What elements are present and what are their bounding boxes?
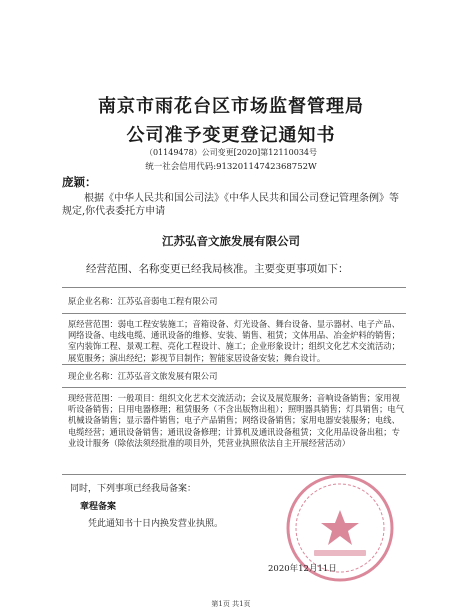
- issue-date: 2020年12月11日: [268, 564, 337, 574]
- old-name-row: [68, 296, 406, 307]
- new-scope-row: [68, 393, 406, 449]
- new-scope-label: 现经营范围：: [68, 393, 118, 403]
- separator: [62, 364, 406, 365]
- issuer-title: 南京市雨花台区市场监督管理局: [98, 96, 364, 117]
- separator: [62, 287, 406, 288]
- recipient-name: 庞颖：: [62, 175, 97, 189]
- new-name-value: 江苏弘音文旅发展有限公司: [117, 371, 218, 381]
- seal-star-icon: [321, 510, 359, 545]
- new-scope-value: 一般项目：组织文化艺术交流活动；会议及展览服务；音响设备销售；家用视听设备销售；日用电器修理；租赁服务（不含出版物出租）；照明器具销售；灯具销售；电气机械设备销售；显示器件销售；电子产品销售；网络设备销售；家用电器安装服务；电线、电缆经营；通讯设备销售；通讯设备修理；计算机及通讯设备租赁；文化用品设备出租；专业设计服务（除依法须经批准的项目外，凭营业执照依法自主开展经营活动）: [68, 393, 405, 448]
- document-number: （01149478）公司变更[2020]第12110034号: [144, 148, 318, 157]
- seal-band: [314, 550, 366, 556]
- credit-code: 统一社会信用代码:91320114742368752W: [145, 162, 317, 172]
- filing-statement: 同时，下列事项已经我局备案：: [70, 484, 197, 494]
- old-name-label: 原企业名称：: [68, 296, 118, 306]
- old-scope-label: 原经营范围：: [68, 319, 118, 329]
- page-footer: 第1页 共1页: [211, 600, 251, 608]
- new-name-row: [68, 371, 406, 382]
- company-name: 江苏弘音文旅发展有限公司: [162, 234, 300, 248]
- intro-paragraph: 根据《中华人民共和国公司法》《中华人民共和国公司登记管理条例》等规定,你代表委托方申请: [62, 193, 399, 217]
- separator: [62, 387, 406, 388]
- articles-filing: 章程备案: [80, 502, 117, 512]
- license-exchange-note: 凭此通知书十日内换发营业执照。: [88, 519, 224, 529]
- notice-title: 公司准予变更登记通知书: [126, 125, 336, 146]
- separator: [62, 313, 406, 314]
- old-name-value: 江苏弘音弱电工程有限公司: [117, 296, 218, 306]
- old-scope-value: 弱电工程安装施工；音箱设备、灯光设备、舞台设备、显示器材、电子产品、网络设备、电线电缆、通讯设备的维修、安装、销售、租赁；文体用品、冶金炉料的销售；室内装饰工程、景观工程、亮化工程设计、施工；企业形象设计；组织文化艺术交流活动；展览服务；演出经纪；影视节目制作；智能家居设备安装；舞台设计。: [68, 319, 400, 363]
- old-scope-row: [68, 319, 406, 364]
- change-statement: 经营范围、名称变更已经我局核准。主要变更事项如下：: [86, 263, 349, 275]
- new-name-label: 现企业名称：: [68, 371, 118, 381]
